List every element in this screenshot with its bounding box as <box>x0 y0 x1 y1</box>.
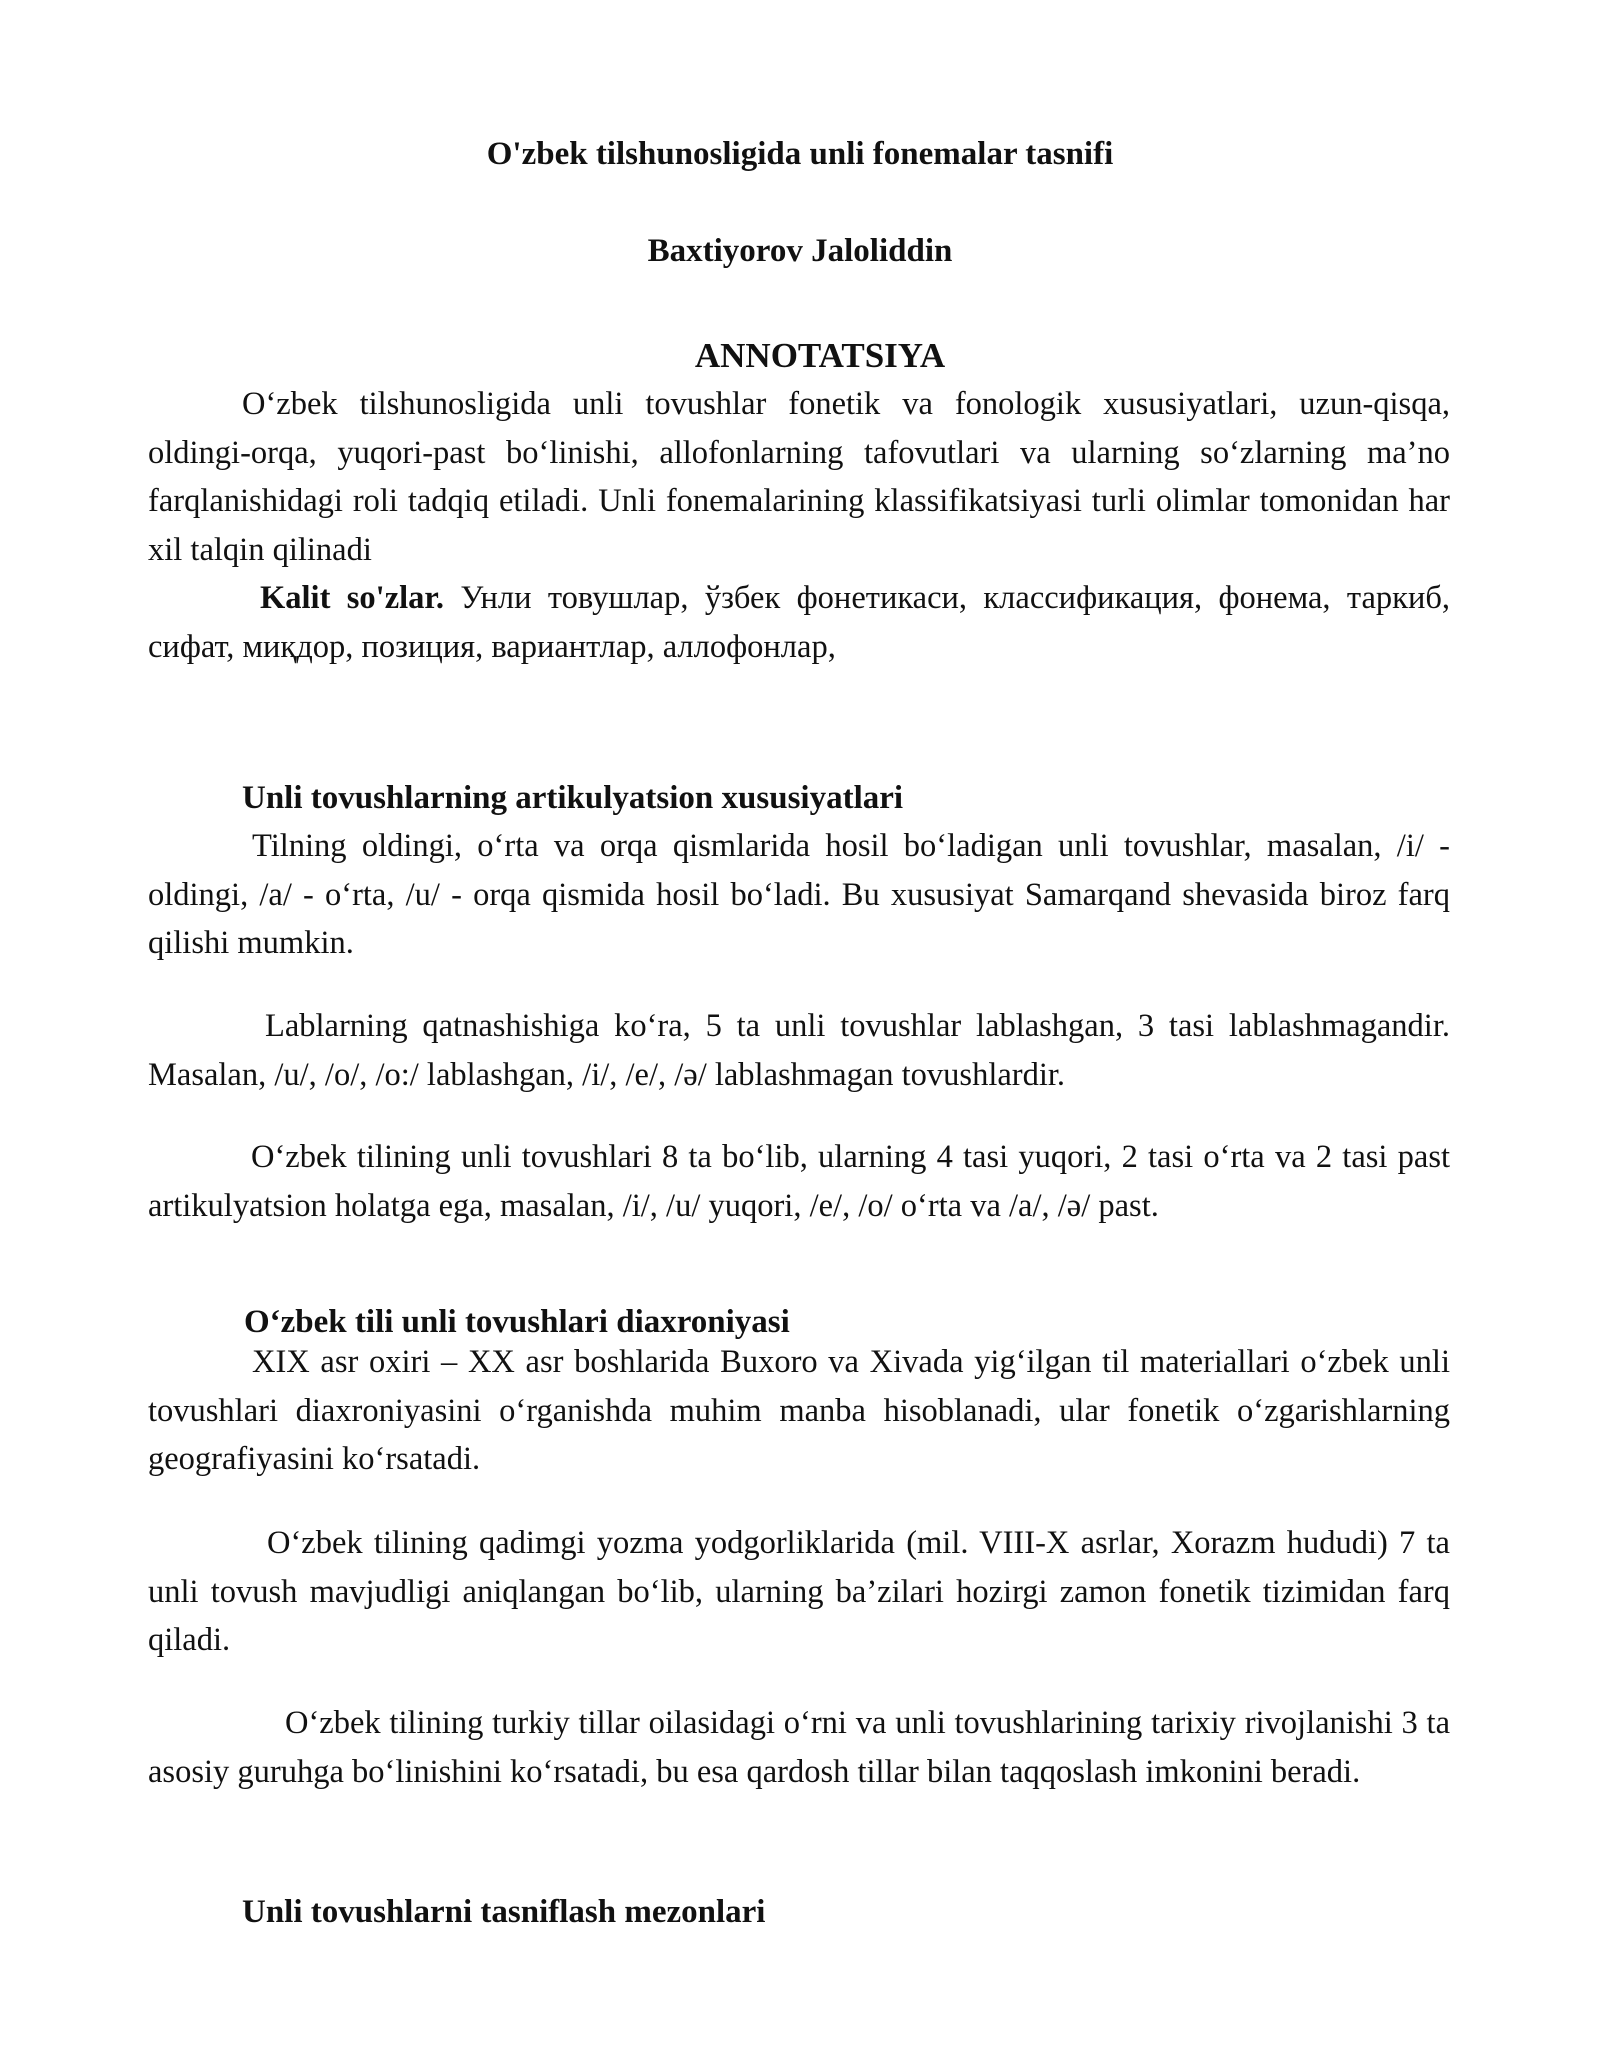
annotation-heading: ANNOTATSIYA <box>694 336 946 375</box>
section-heading-articulation: Unli tovushlarning artikulyatsion xususiyatlari <box>242 780 904 816</box>
section-heading-diachrony: O‘zbek tili unli tovushlari diaxroniyasi <box>244 1304 790 1340</box>
section-paragraph: Lablarning qatnashishiga ko‘ra, 5 ta unli tovushlar lablashgan, 3 tasi lablashmagandir. Masalan, /u/, /o/, /o:/ lablashgan, /i/, /e/, /ə/ lablashmagan tovushlardir. <box>148 1008 1450 1093</box>
section-paragraph: Tilning oldingi, o‘rta va orqa qismlarida hosil bo‘ladigan unli tovushlar, masalan, /i/ - oldingi, /a/ - o‘rta, /u/ - orqa qismida hosil bo‘ladi. Bu xususiyat Samarqand shevasida biroz farq qilishi mumkin. <box>148 828 1450 961</box>
document-author: Baxtiyorov Jaloliddin <box>647 233 953 269</box>
keywords-paragraph <box>148 574 1450 671</box>
section-paragraph: O‘zbek tilining qadimgi yozma yodgorliklarida (mil. VIII-X asrlar, Xorazm hududi) 7 ta unli tovush mavjudligi aniqlangan bo‘lib, ularning ba’zilari hozirgi zamon fonetik tizimidan farq qiladi. <box>148 1525 1450 1658</box>
document-title: O'zbek tilshunosligida unli fonemalar tasnifi <box>486 136 1114 172</box>
section-heading-criteria: Unli tovushlarni tasniflash mezonlari <box>242 1894 766 1930</box>
annotation-paragraph: O‘zbek tilshunosligida unli tovushlar fonetik va fonologik xususiyatlari, uzun-qisqa, oldingi-orqa, yuqori-past bo‘linishi, allofonlarning tafovutlari va ularning so‘zlarning ma’no farqlanishidagi roli tadqiq etiladi. Unli fonemalarining klassifikatsiyasi turli olimlar tomonidan har xil talqin qilinadi <box>148 386 1450 568</box>
section-paragraph: XIX asr oxiri – XX asr boshlarida Buxoro va Xivada yig‘ilgan til materiallari o‘zbek unli tovushlari diaxroniyasini o‘rganishda muhim manba hisoblanadi, ular fonetik o‘zgarishlarning geografiyasini ko‘rsatadi. <box>148 1344 1450 1477</box>
keywords-label: Kalit so'zlar. <box>260 580 444 616</box>
section-paragraph: O‘zbek tilining turkiy tillar oilasidagi o‘rni va unli tovushlarining tarixiy rivojlanishi 3 ta asosiy guruhga bo‘linishini ko‘rsatadi, bu esa qardosh tillar bilan taqqoslash imkonini beradi. <box>148 1705 1450 1790</box>
keywords-text: Унли товушлар, ўзбек фонетикаси, классификация, фонема, таркиб, сифат, миқдор, позиция, вариантлар, аллофонлар, <box>148 580 1450 665</box>
section-paragraph: O‘zbek tilining unli tovushlari 8 ta bo‘lib, ularning 4 tasi yuqori, 2 tasi o‘rta va 2 tasi past artikulyatsion holatga ega, masalan, /i/, /u/ yuqori, /e/, /o/ o‘rta va /a/, /ə/ past. <box>148 1139 1450 1224</box>
